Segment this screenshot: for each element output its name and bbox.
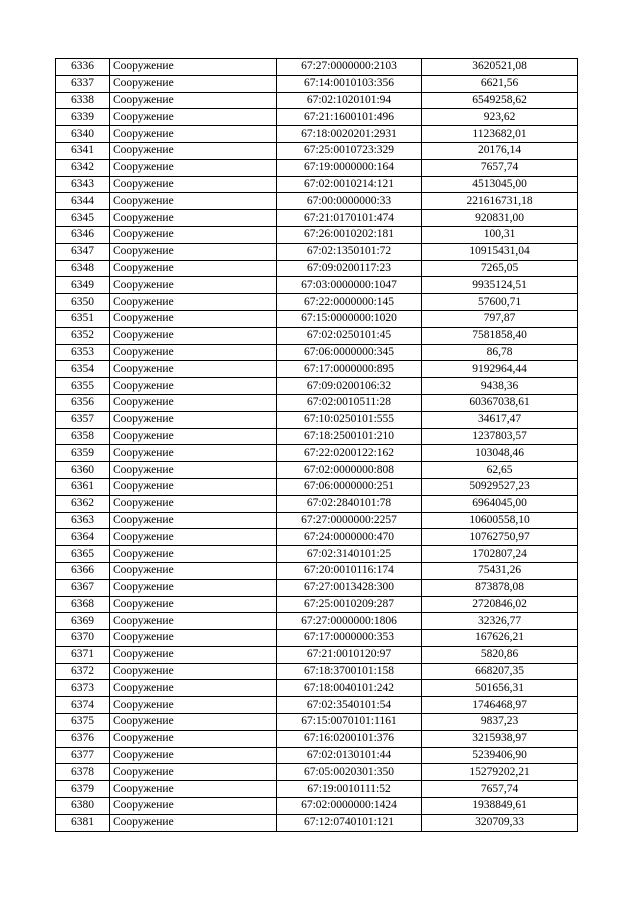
cadastral-number-cell: 67:22:0200122:162 — [277, 445, 422, 462]
object-type-cell: Сооружение — [110, 478, 277, 495]
object-type-cell: Сооружение — [110, 428, 277, 445]
row-number-cell: 6360 — [56, 462, 110, 479]
table-row — [56, 92, 578, 109]
cadastral-number-cell: 67:02:1020101:94 — [277, 92, 422, 109]
object-type-cell: Сооружение — [110, 630, 277, 647]
cadastral-number-cell: 67:02:3540101:54 — [277, 697, 422, 714]
row-number-cell: 6345 — [56, 210, 110, 227]
table-row — [56, 747, 578, 764]
object-type-cell: Сооружение — [110, 277, 277, 294]
table-row — [56, 226, 578, 243]
cadastral-number-cell: 67:21:0170101:474 — [277, 210, 422, 227]
object-type-cell: Сооружение — [110, 210, 277, 227]
object-type-cell: Сооружение — [110, 579, 277, 596]
row-number-cell: 6346 — [56, 226, 110, 243]
row-number-cell: 6365 — [56, 546, 110, 563]
cadastral-value-cell: 6621,56 — [422, 75, 578, 92]
table-row — [56, 159, 578, 176]
cadastral-value-cell: 20176,14 — [422, 142, 578, 159]
row-number-cell: 6354 — [56, 361, 110, 378]
row-number-cell: 6359 — [56, 445, 110, 462]
row-number-cell: 6377 — [56, 747, 110, 764]
cadastral-number-cell: 67:25:0010209:287 — [277, 596, 422, 613]
cadastral-number-cell: 67:02:0130101:44 — [277, 747, 422, 764]
row-number-cell: 6364 — [56, 529, 110, 546]
cadastral-number-cell: 67:17:0000000:895 — [277, 361, 422, 378]
row-number-cell: 6367 — [56, 579, 110, 596]
table-row — [56, 663, 578, 680]
object-type-cell: Сооружение — [110, 243, 277, 260]
cadastral-value-cell: 923,62 — [422, 109, 578, 126]
cadastral-number-cell: 67:18:3700101:158 — [277, 663, 422, 680]
cadastral-number-cell: 67:18:2500101:210 — [277, 428, 422, 445]
object-type-cell: Сооружение — [110, 680, 277, 697]
table-row — [56, 142, 578, 159]
cadastral-value-cell: 4513045,00 — [422, 176, 578, 193]
cadastral-value-cell: 34617,47 — [422, 411, 578, 428]
cadastral-value-cell: 5820,86 — [422, 646, 578, 663]
cadastral-value-cell: 1938849,61 — [422, 798, 578, 815]
object-type-cell: Сооружение — [110, 613, 277, 630]
row-number-cell: 6341 — [56, 142, 110, 159]
cadastral-number-cell: 67:20:0010116:174 — [277, 562, 422, 579]
table-row — [56, 697, 578, 714]
cadastral-value-cell: 1702807,24 — [422, 546, 578, 563]
table-row — [56, 75, 578, 92]
object-type-cell: Сооружение — [110, 142, 277, 159]
object-type-cell: Сооружение — [110, 92, 277, 109]
table-row — [56, 445, 578, 462]
row-number-cell: 6347 — [56, 243, 110, 260]
object-type-cell: Сооружение — [110, 378, 277, 395]
row-number-cell: 6363 — [56, 512, 110, 529]
table-row — [56, 210, 578, 227]
cadastral-value-cell: 320709,33 — [422, 814, 578, 831]
cadastral-value-cell: 3620521,08 — [422, 59, 578, 76]
object-type-cell: Сооружение — [110, 646, 277, 663]
cadastral-value-cell: 57600,71 — [422, 294, 578, 311]
cadastral-value-cell: 32326,77 — [422, 613, 578, 630]
object-type-cell: Сооружение — [110, 411, 277, 428]
table-row — [56, 176, 578, 193]
cadastral-number-cell: 67:00:0000000:33 — [277, 193, 422, 210]
table-row — [56, 613, 578, 630]
object-type-cell: Сооружение — [110, 562, 277, 579]
cadastral-number-cell: 67:09:0200106:32 — [277, 378, 422, 395]
row-number-cell: 6350 — [56, 294, 110, 311]
cadastral-value-cell: 15279202,21 — [422, 764, 578, 781]
cadastral-value-cell: 60367038,61 — [422, 394, 578, 411]
cadastral-number-cell: 67:18:0040101:242 — [277, 680, 422, 697]
object-type-cell: Сооружение — [110, 663, 277, 680]
cadastral-value-cell: 920831,00 — [422, 210, 578, 227]
cadastral-value-cell: 668207,35 — [422, 663, 578, 680]
row-number-cell: 6355 — [56, 378, 110, 395]
cadastral-number-cell: 67:25:0010723:329 — [277, 142, 422, 159]
cadastral-number-cell: 67:17:0000000:353 — [277, 630, 422, 647]
cadastral-value-cell: 3215938,97 — [422, 730, 578, 747]
cadastral-value-cell: 6549258,62 — [422, 92, 578, 109]
table-row — [56, 260, 578, 277]
cadastral-value-cell: 9438,36 — [422, 378, 578, 395]
row-number-cell: 6348 — [56, 260, 110, 277]
object-type-cell: Сооружение — [110, 596, 277, 613]
table-row — [56, 562, 578, 579]
table-row — [56, 126, 578, 143]
row-number-cell: 6378 — [56, 764, 110, 781]
row-number-cell: 6375 — [56, 714, 110, 731]
object-type-cell: Сооружение — [110, 764, 277, 781]
table-row — [56, 781, 578, 798]
table-row — [56, 529, 578, 546]
cadastral-number-cell: 67:21:1600101:496 — [277, 109, 422, 126]
row-number-cell: 6340 — [56, 126, 110, 143]
row-number-cell: 6337 — [56, 75, 110, 92]
row-number-cell: 6379 — [56, 781, 110, 798]
cadastral-number-cell: 67:27:0000000:1806 — [277, 613, 422, 630]
row-number-cell: 6372 — [56, 663, 110, 680]
cadastral-number-cell: 67:05:0020301:350 — [277, 764, 422, 781]
object-type-cell: Сооружение — [110, 714, 277, 731]
cadastral-number-cell: 67:21:0010120:97 — [277, 646, 422, 663]
table-row — [56, 277, 578, 294]
object-type-cell: Сооружение — [110, 344, 277, 361]
table-row — [56, 109, 578, 126]
table-row — [56, 814, 578, 831]
cadastral-value-cell: 6964045,00 — [422, 495, 578, 512]
object-type-cell: Сооружение — [110, 495, 277, 512]
table-row — [56, 478, 578, 495]
cadastral-value-cell: 100,31 — [422, 226, 578, 243]
row-number-cell: 6356 — [56, 394, 110, 411]
cadastral-value-cell: 5239406,90 — [422, 747, 578, 764]
row-number-cell: 6371 — [56, 646, 110, 663]
table-row — [56, 512, 578, 529]
table-row — [56, 294, 578, 311]
cadastral-value-cell: 103048,46 — [422, 445, 578, 462]
row-number-cell: 6352 — [56, 327, 110, 344]
row-number-cell: 6357 — [56, 411, 110, 428]
object-type-cell: Сооружение — [110, 512, 277, 529]
table-row — [56, 546, 578, 563]
row-number-cell: 6370 — [56, 630, 110, 647]
row-number-cell: 6353 — [56, 344, 110, 361]
object-type-cell: Сооружение — [110, 310, 277, 327]
cadastral-number-cell: 67:06:0000000:251 — [277, 478, 422, 495]
object-type-cell: Сооружение — [110, 176, 277, 193]
cadastral-number-cell: 67:02:0010511:28 — [277, 394, 422, 411]
cadastral-value-cell: 797,87 — [422, 310, 578, 327]
table-row — [56, 394, 578, 411]
cadastral-number-cell: 67:12:0740101:121 — [277, 814, 422, 831]
row-number-cell: 6351 — [56, 310, 110, 327]
cadastral-value-cell: 2720846,02 — [422, 596, 578, 613]
cadastral-number-cell: 67:10:0250101:555 — [277, 411, 422, 428]
cadastral-value-cell: 10915431,04 — [422, 243, 578, 260]
cadastral-number-cell: 67:03:0000000:1047 — [277, 277, 422, 294]
table-row — [56, 428, 578, 445]
table-row — [56, 344, 578, 361]
cadastral-number-cell: 67:02:0000000:1424 — [277, 798, 422, 815]
cadastral-number-cell: 67:24:0000000:470 — [277, 529, 422, 546]
table-row — [56, 680, 578, 697]
cadastral-value-cell: 86,78 — [422, 344, 578, 361]
cadastral-number-cell: 67:02:3140101:25 — [277, 546, 422, 563]
object-type-cell: Сооружение — [110, 798, 277, 815]
cadastral-number-cell: 67:19:0010111:52 — [277, 781, 422, 798]
table-row — [56, 646, 578, 663]
table-row — [56, 243, 578, 260]
table-row — [56, 714, 578, 731]
table-row — [56, 596, 578, 613]
cadastral-value-cell: 9935124,51 — [422, 277, 578, 294]
table-row — [56, 798, 578, 815]
object-type-cell: Сооружение — [110, 445, 277, 462]
object-type-cell: Сооружение — [110, 730, 277, 747]
table-row — [56, 59, 578, 76]
row-number-cell: 6366 — [56, 562, 110, 579]
cadastral-value-cell: 7581858,40 — [422, 327, 578, 344]
row-number-cell: 6376 — [56, 730, 110, 747]
object-type-cell: Сооружение — [110, 59, 277, 76]
object-type-cell: Сооружение — [110, 546, 277, 563]
row-number-cell: 6342 — [56, 159, 110, 176]
cadastral-value-cell: 1746468,97 — [422, 697, 578, 714]
cadastral-value-cell: 9837,23 — [422, 714, 578, 731]
property-table — [55, 58, 578, 832]
cadastral-number-cell: 67:15:0000000:1020 — [277, 310, 422, 327]
cadastral-number-cell: 67:27:0000000:2103 — [277, 59, 422, 76]
cadastral-value-cell: 1123682,01 — [422, 126, 578, 143]
table-row — [56, 764, 578, 781]
cadastral-number-cell: 67:18:0020201:2931 — [277, 126, 422, 143]
object-type-cell: Сооружение — [110, 260, 277, 277]
cadastral-number-cell: 67:16:0200101:376 — [277, 730, 422, 747]
cadastral-number-cell: 67:14:0010103:356 — [277, 75, 422, 92]
row-number-cell: 6358 — [56, 428, 110, 445]
object-type-cell: Сооружение — [110, 109, 277, 126]
row-number-cell: 6361 — [56, 478, 110, 495]
table-row — [56, 495, 578, 512]
table-row — [56, 327, 578, 344]
cadastral-value-cell: 10600558,10 — [422, 512, 578, 529]
cadastral-value-cell: 9192964,44 — [422, 361, 578, 378]
table-row — [56, 462, 578, 479]
object-type-cell: Сооружение — [110, 781, 277, 798]
row-number-cell: 6374 — [56, 697, 110, 714]
cadastral-value-cell: 62,65 — [422, 462, 578, 479]
object-type-cell: Сооружение — [110, 327, 277, 344]
object-type-cell: Сооружение — [110, 697, 277, 714]
cadastral-value-cell: 1237803,57 — [422, 428, 578, 445]
object-type-cell: Сооружение — [110, 529, 277, 546]
cadastral-number-cell: 67:15:0070101:1161 — [277, 714, 422, 731]
table-row — [56, 310, 578, 327]
object-type-cell: Сооружение — [110, 294, 277, 311]
row-number-cell: 6338 — [56, 92, 110, 109]
cadastral-number-cell: 67:27:0000000:2257 — [277, 512, 422, 529]
cadastral-number-cell: 67:02:2840101:78 — [277, 495, 422, 512]
row-number-cell: 6381 — [56, 814, 110, 831]
object-type-cell: Сооружение — [110, 361, 277, 378]
cadastral-number-cell: 67:22:0000000:145 — [277, 294, 422, 311]
cadastral-number-cell: 67:02:0250101:45 — [277, 327, 422, 344]
cadastral-value-cell: 7657,74 — [422, 781, 578, 798]
row-number-cell: 6369 — [56, 613, 110, 630]
table-row — [56, 579, 578, 596]
cadastral-number-cell: 67:09:0200117:23 — [277, 260, 422, 277]
row-number-cell: 6339 — [56, 109, 110, 126]
cadastral-number-cell: 67:02:0010214:121 — [277, 176, 422, 193]
table-row — [56, 630, 578, 647]
table-row — [56, 730, 578, 747]
object-type-cell: Сооружение — [110, 394, 277, 411]
cadastral-number-cell: 67:02:1350101:72 — [277, 243, 422, 260]
row-number-cell: 6336 — [56, 59, 110, 76]
row-number-cell: 6368 — [56, 596, 110, 613]
table-row — [56, 378, 578, 395]
cadastral-number-cell: 67:06:0000000:345 — [277, 344, 422, 361]
cadastral-value-cell: 75431,26 — [422, 562, 578, 579]
cadastral-number-cell: 67:26:0010202:181 — [277, 226, 422, 243]
cadastral-value-cell: 167626,21 — [422, 630, 578, 647]
cadastral-value-cell: 50929527,23 — [422, 478, 578, 495]
object-type-cell: Сооружение — [110, 193, 277, 210]
object-type-cell: Сооружение — [110, 159, 277, 176]
row-number-cell: 6362 — [56, 495, 110, 512]
cadastral-value-cell: 221616731,18 — [422, 193, 578, 210]
cadastral-number-cell: 67:27:0013428:300 — [277, 579, 422, 596]
object-type-cell: Сооружение — [110, 126, 277, 143]
table-row — [56, 193, 578, 210]
object-type-cell: Сооружение — [110, 226, 277, 243]
cadastral-number-cell: 67:19:0000000:164 — [277, 159, 422, 176]
cadastral-value-cell: 501656,31 — [422, 680, 578, 697]
table-row — [56, 411, 578, 428]
row-number-cell: 6344 — [56, 193, 110, 210]
cadastral-value-cell: 7657,74 — [422, 159, 578, 176]
row-number-cell: 6373 — [56, 680, 110, 697]
row-number-cell: 6380 — [56, 798, 110, 815]
object-type-cell: Сооружение — [110, 462, 277, 479]
cadastral-value-cell: 873878,08 — [422, 579, 578, 596]
cadastral-number-cell: 67:02:0000000:808 — [277, 462, 422, 479]
object-type-cell: Сооружение — [110, 814, 277, 831]
cadastral-value-cell: 10762750,97 — [422, 529, 578, 546]
row-number-cell: 6349 — [56, 277, 110, 294]
object-type-cell: Сооружение — [110, 747, 277, 764]
property-table-body — [56, 59, 578, 832]
object-type-cell: Сооружение — [110, 75, 277, 92]
table-row — [56, 361, 578, 378]
row-number-cell: 6343 — [56, 176, 110, 193]
cadastral-value-cell: 7265,05 — [422, 260, 578, 277]
